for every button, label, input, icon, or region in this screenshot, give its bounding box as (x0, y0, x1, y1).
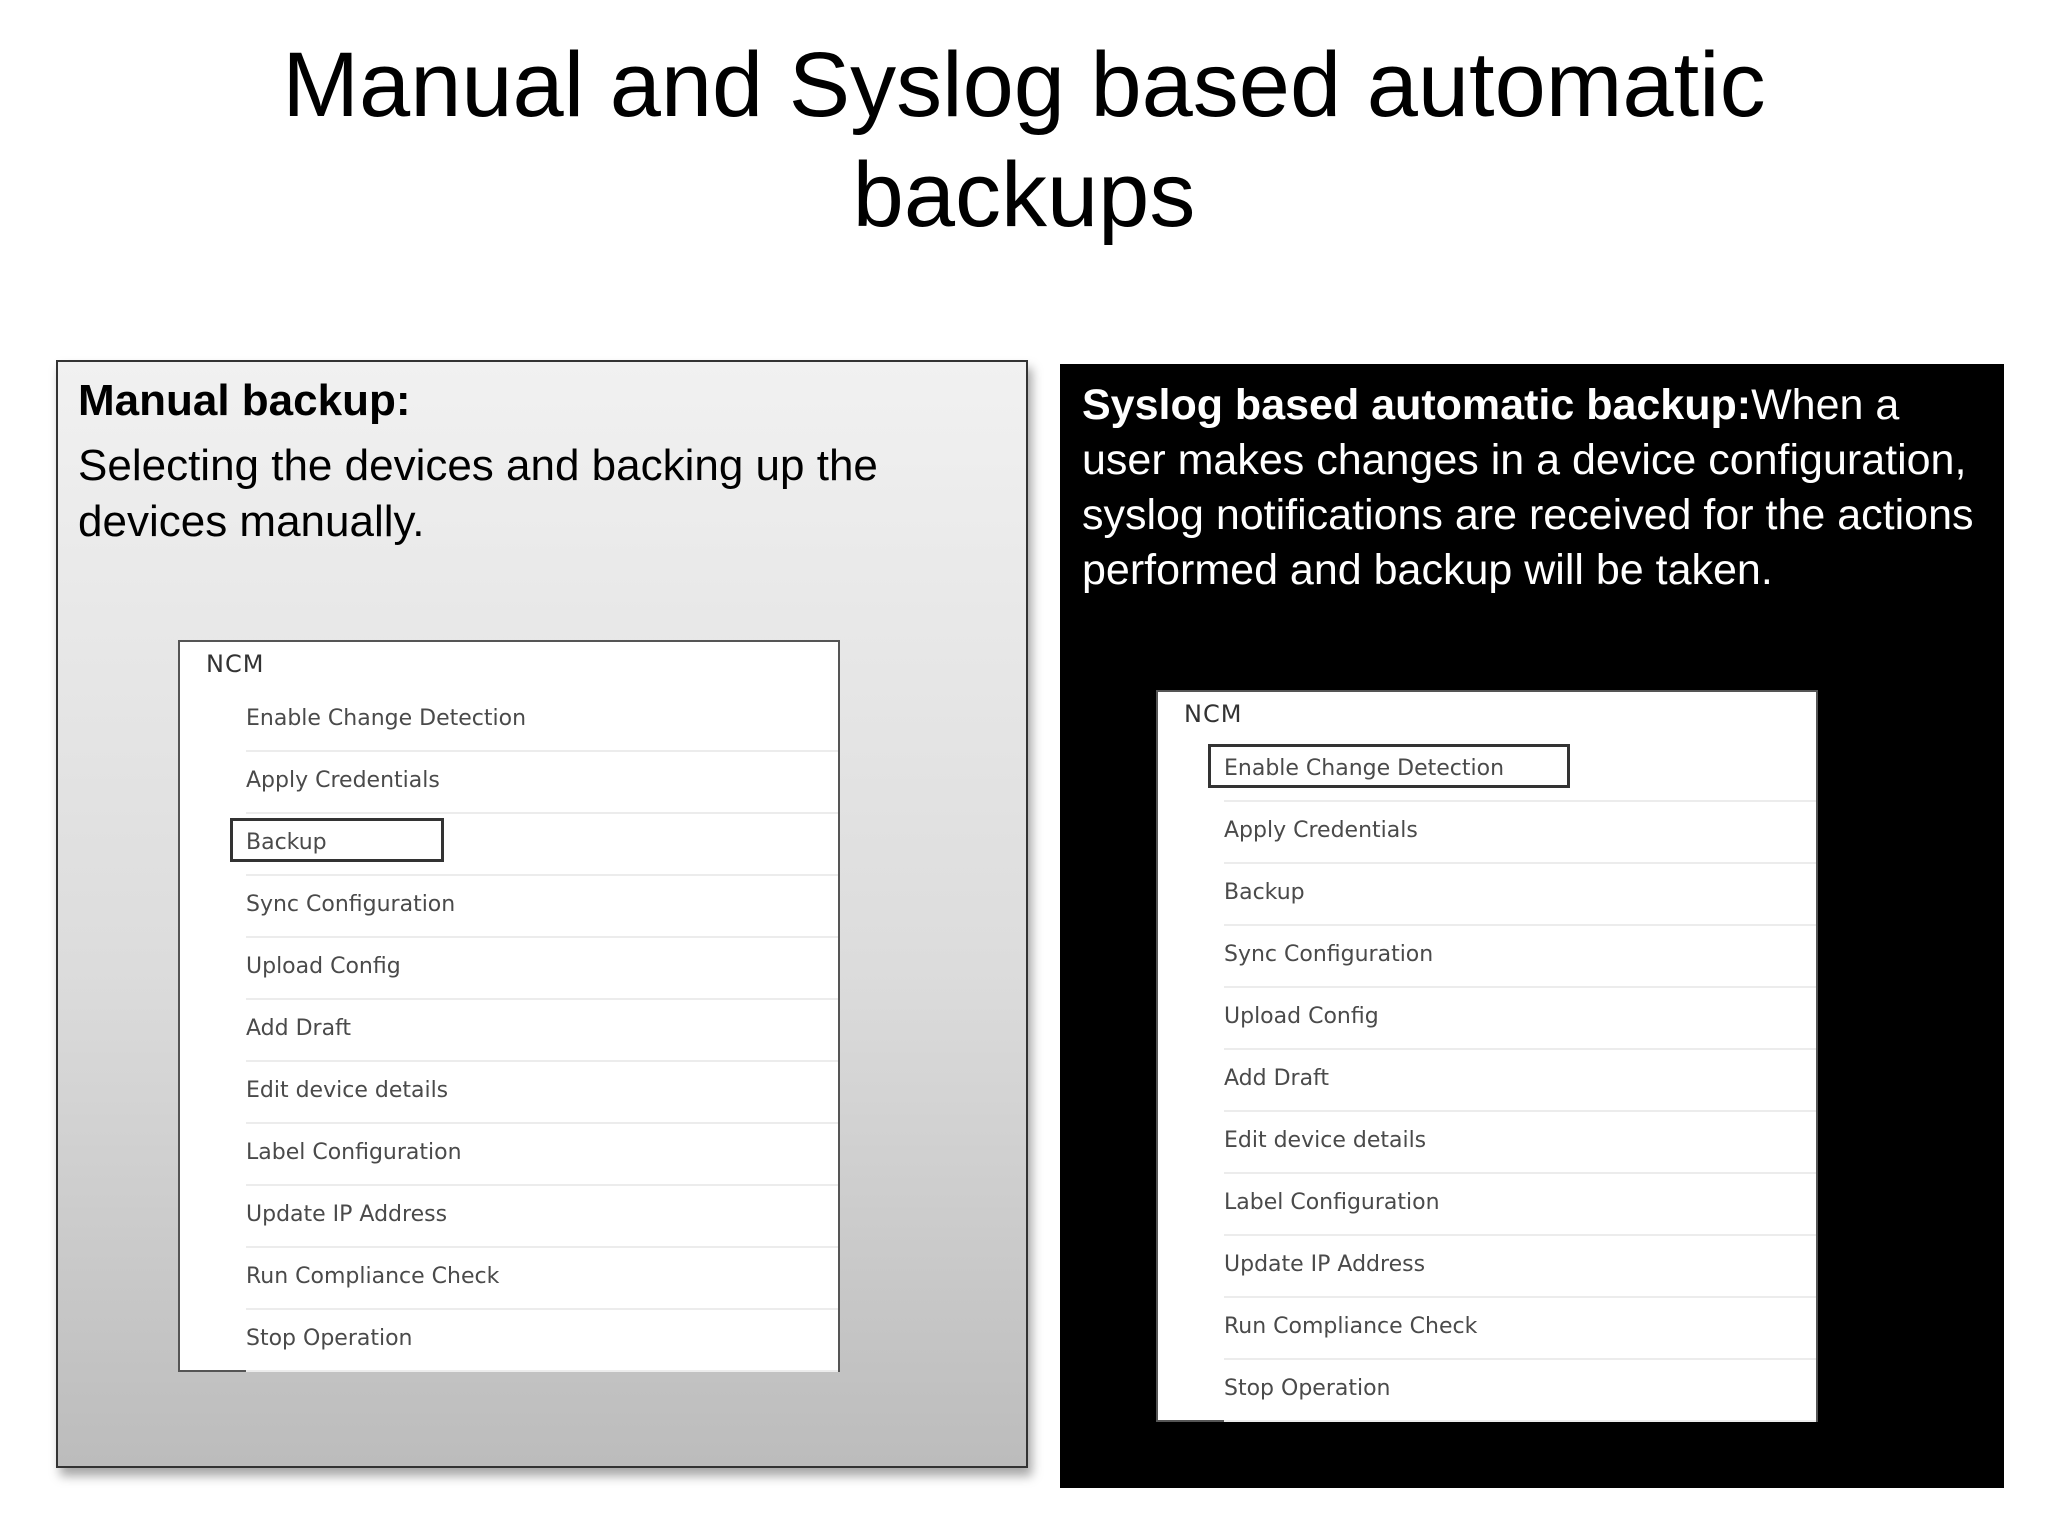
menu-item-backup[interactable]: Backup (1224, 864, 1816, 926)
menu-item-enable-change-detection[interactable]: Enable Change Detection (246, 690, 838, 752)
menu-item-add-draft[interactable]: Add Draft (246, 1000, 838, 1062)
ncm-menu-title: NCM (1184, 700, 1243, 728)
menu-item-upload-config[interactable]: Upload Config (1224, 988, 1816, 1050)
syslog-backup-heading: Syslog based automatic backup: (1082, 381, 1752, 429)
manual-backup-heading: Manual backup: (78, 376, 411, 425)
ncm-menu-list (246, 690, 838, 1372)
menu-item-label-configuration[interactable]: Label Configuration (1224, 1174, 1816, 1236)
slide-title-line-2: backups (852, 144, 1196, 246)
menu-item-update-ip-address[interactable]: Update IP Address (1224, 1236, 1816, 1298)
menu-item-sync-configuration[interactable]: Sync Configuration (246, 876, 838, 938)
syslog-backup-description: When a user makes changes in a device configuration, syslog notifications are received for the actions performed and backup will be taken. (1082, 381, 1974, 594)
menu-item-stop-operation[interactable]: Stop Operation (246, 1310, 838, 1372)
ncm-menu-list (1224, 740, 1816, 1422)
menu-item-update-ip-address[interactable]: Update IP Address (246, 1186, 838, 1248)
menu-item-upload-config[interactable]: Upload Config (246, 938, 838, 1000)
menu-item-stop-operation[interactable]: Stop Operation (1224, 1360, 1816, 1422)
menu-item-run-compliance-check[interactable]: Run Compliance Check (1224, 1298, 1816, 1360)
menu-item-add-draft[interactable]: Add Draft (1224, 1050, 1816, 1112)
menu-item-enable-change-detection[interactable]: Enable Change Detection (1224, 740, 1816, 802)
menu-item-apply-credentials[interactable]: Apply Credentials (1224, 802, 1816, 864)
menu-item-apply-credentials[interactable]: Apply Credentials (246, 752, 838, 814)
ncm-menu-title: NCM (206, 650, 265, 678)
menu-item-backup[interactable]: Backup (246, 814, 838, 876)
menu-item-sync-configuration[interactable]: Sync Configuration (1224, 926, 1816, 988)
slide-title (0, 30, 2048, 250)
menu-item-edit-device-details[interactable]: Edit device details (246, 1062, 838, 1124)
ncm-menu-manual (178, 640, 840, 1372)
ncm-menu-syslog (1156, 690, 1818, 1422)
menu-item-run-compliance-check[interactable]: Run Compliance Check (246, 1248, 838, 1310)
menu-item-edit-device-details[interactable]: Edit device details (1224, 1112, 1816, 1174)
manual-backup-description: Selecting the devices and backing up the devices manually. (78, 441, 878, 546)
menu-item-label-configuration[interactable]: Label Configuration (246, 1124, 838, 1186)
syslog-backup-text (1082, 378, 1987, 598)
slide-title-line-1: Manual and Syslog based automatic (282, 34, 1766, 136)
